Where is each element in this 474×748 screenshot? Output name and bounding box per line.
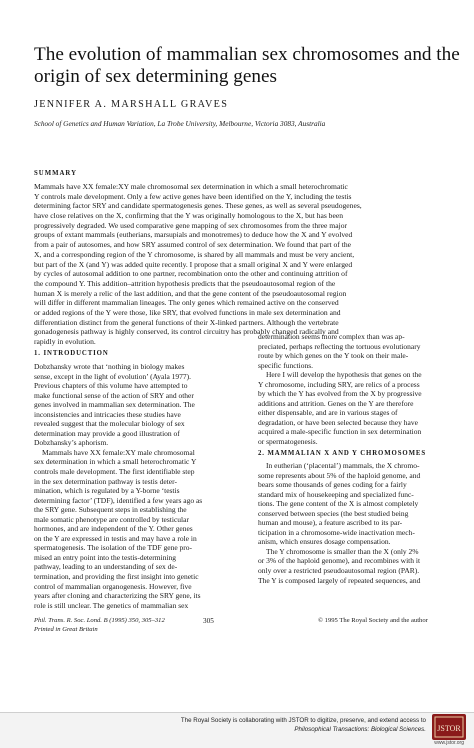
body-text-line: route by which genes on the Y took on their male- [258,351,409,361]
body-text-line: years after cloning and characterizing the SRY gene, its [34,591,201,601]
body-text-line: Here I will develop the hypothesis that genes on the [266,370,422,380]
body-text-line: or 3% of the haploid genome), and recombines with it [258,556,421,566]
body-text-line: hormones, and are independent of the Y. Other genes [34,524,193,534]
summary-line: progressively degraded. We used comparative gene mapping of sex chromosomes from the three major [34,220,348,230]
body-text-line: acquired a male-specific function in sex determination [258,427,422,437]
jstor-logo-text: JSTOR [437,724,461,733]
body-text-line: pathway, leading to an understanding of sex de- [34,562,178,572]
body-text-line: tions. The gene content of the X is almost completely [258,499,419,509]
body-text-line: in the sex determination pathway is testis deter- [34,476,177,486]
body-text-line: determining factor’ (TDF), identified a few years ago as [34,495,203,505]
body-text-line: revealed suggest that the molecular biology of sex [34,419,185,429]
body-text-line: the SRY gene. Subsequent steps in establishing the [34,505,187,515]
body-text-line: control of mammalian organogenesis. However, five [34,581,192,591]
body-text-line: sex determination in which a small heterochromatic Y [34,457,197,467]
body-text-line: human and mouse), a feature ascribed to its par- [258,518,403,528]
summary-heading: SUMMARY [34,170,78,177]
section-heading-introduction: 1. INTRODUCTION [34,350,109,357]
summary-line: human X is merely a relic of the last addition, and that the gene content of the pseudoautosomal region [34,288,347,298]
jstor-logo-icon [432,714,466,740]
summary-line: Y controls male development. Only a few active genes have been identified on the Y, including the testis [34,191,352,201]
summary-line: rapidly in evolution. [34,337,96,346]
body-text-line: on the Y are expressed in testis and may have a role in [34,533,197,543]
body-text-line: The Y chromosome is smaller than the X (only 2% [266,546,419,556]
jstor-url-link[interactable]: www.jstor.org [434,740,464,746]
copyright-notice: © 1995 The Royal Society and the author [318,617,428,624]
body-text-line: conserved between species (the best studied being [258,508,409,518]
summary-paragraph [34,182,449,347]
summary-line: by cycles of autosomal addition to one partner, recombination onto the other and continuing attrition of [34,269,348,279]
body-text-line: Dobzhansky’s aphorism. [34,438,109,448]
body-text-line: bears some thousands of genes coding for a fairly [258,480,407,490]
body-text-line: mised an entry point into the testis-determining [34,552,177,562]
summary-line: Mammals have XX female:XY male chromosomal sex determination in which a small heterochromatic [34,182,348,191]
citation-printed: Printed in Great Britain [34,625,98,633]
body-text-line: by which the Y has evolved from the X by progressive [258,389,422,399]
summary-line: have close relatives on the X, confirming that the Y was originally homologous to the X, but has been [34,211,344,221]
body-text-line: spermatogenesis. The isolation of the TDF gene pro- [34,543,193,553]
title-line: origin of sex determining genes [34,65,277,87]
summary-line: from a pair of autosomes, and how SRY assumed control of sex determination. We found that part of the [34,240,351,250]
body-text-line: Mammals have XX female:XY male chromosomal [42,447,195,457]
body-text-line: ticipation in a chromosome-wide inactivation mech- [258,527,415,537]
body-text-line: The Y is composed largely of repeated sequences, and [258,575,421,585]
body-text-line: only over a restricted pseudoautosomal region (PAR). [258,566,420,576]
body-text-line: preciated, perhaps reflecting the tortuous evolutionary [258,341,421,351]
body-text-line: Previous chapters of this volume have attempted to [34,381,188,391]
summary-line: groups of extant mammals (eutherians, marsupials and monotremes) to deduce how the X and Y evolved [34,230,353,240]
body-text-line: anism, which ensures dosage compensation. [258,537,391,547]
page-number: 305 [203,617,214,625]
body-text-line: determination seems more complex than was ap- [258,332,405,341]
summary-line: the compound Y. This addition–attrition hypothesis predicts that the pseudoautosomal region of the [34,278,336,288]
body-text-line: male somatic phenotype are controlled by testicular [34,514,189,524]
summary-line: determining factor SRY and candidate spermatogenesis genes. These genes, as well as several pseudogenes, [34,201,362,211]
body-text-line: degradation, or have been selected because they have [258,417,418,427]
summary-line: differentiation distinct from the general functions of their X-linked partners. Although the vertebrate [34,317,339,327]
body-text-line: controls male development. The first identifiable step [34,467,195,477]
body-text-line: Y chromosome, including SRY, are relics of a process [258,379,420,389]
body-text-line: role is still unclear. The genetics of mammalian sex [34,600,189,610]
citation [34,617,165,634]
summary-line: X, and a corresponding region of the Y chromosome, is shared by all mammals and must be very ancient, [34,249,355,259]
body-text-line: genes involved in mammalian sex determination. The [34,400,195,410]
body-text-line: determination may provide a good illustration of [34,428,180,438]
author-name: JENNIFER A. MARSHALL GRAVES [34,99,229,110]
article-title [34,44,460,87]
body-text-line: or spermatogenesis. [258,437,318,447]
body-text-line: termination, and providing the first insight into genetic [34,572,199,582]
citation-journal: Phil. Trans. R. Soc. Lond. B (1995) 350, 305–312 [34,617,165,624]
summary-line: gonadogenesis pathway is highly conserved, its control circuitry has probably changed radically and [34,327,339,337]
summary-line: will differ in different mammalian lineages. The only genes which remained active on the conserved [34,298,339,308]
body-text-line: In eutherian (‘placental’) mammals, the X chromo- [266,461,420,470]
body-text-line: additions and attrition. Genes on the Y are therefore [258,398,414,408]
body-text-line: some represents about 5% of the haploid genome, and [258,470,421,480]
jstor-logo[interactable] [432,714,466,740]
body-text-line: inconsistencies and intricacies these studies have [34,409,181,419]
body-text-line: mination, which is regulated by a Y-borne ‘testis [34,486,180,496]
body-text-line: Dobzhansky wrote that ‘nothing in biology makes [34,362,185,371]
body-text-line: either dispensable, and are in various stages of [258,408,398,418]
body-text-line: standard mix of housekeeping and specialized func- [258,489,414,499]
jstor-notice-line2[interactable]: Philosophical Transactions: Biological Sciences. [294,726,426,733]
column-right-text-bottom [258,461,458,585]
body-text-line: make functional sense of the action of SRY and other [34,390,194,400]
summary-line: or added regions of the Y were those, like SRY, that evolved functions in male sex determination and [34,307,341,317]
body-text-line: sense, except in the light of evolution’ (Ayala 1977). [34,371,192,381]
summary-line: but part of the X (and Y) was added quite recently. I propose that a small original X and Y were enlarged [34,259,353,269]
author-affiliation: School of Genetics and Human Variation, La Trobe University, Melbourne, Victoria 3083, Australia [34,119,326,128]
title-line: The evolution of mammalian sex chromosomes and the [34,44,460,65]
body-text-line: specific functions. [258,360,313,370]
column-right-text-top [258,332,458,447]
section-heading-xy-chromosomes: 2. MAMMALIAN X AND Y CHROMOSOMES [258,450,427,457]
jstor-notice-line1: The Royal Society is collaborating with JSTOR to digitize, preserve, and extend access to [180,717,426,724]
column-left-text [34,362,234,610]
